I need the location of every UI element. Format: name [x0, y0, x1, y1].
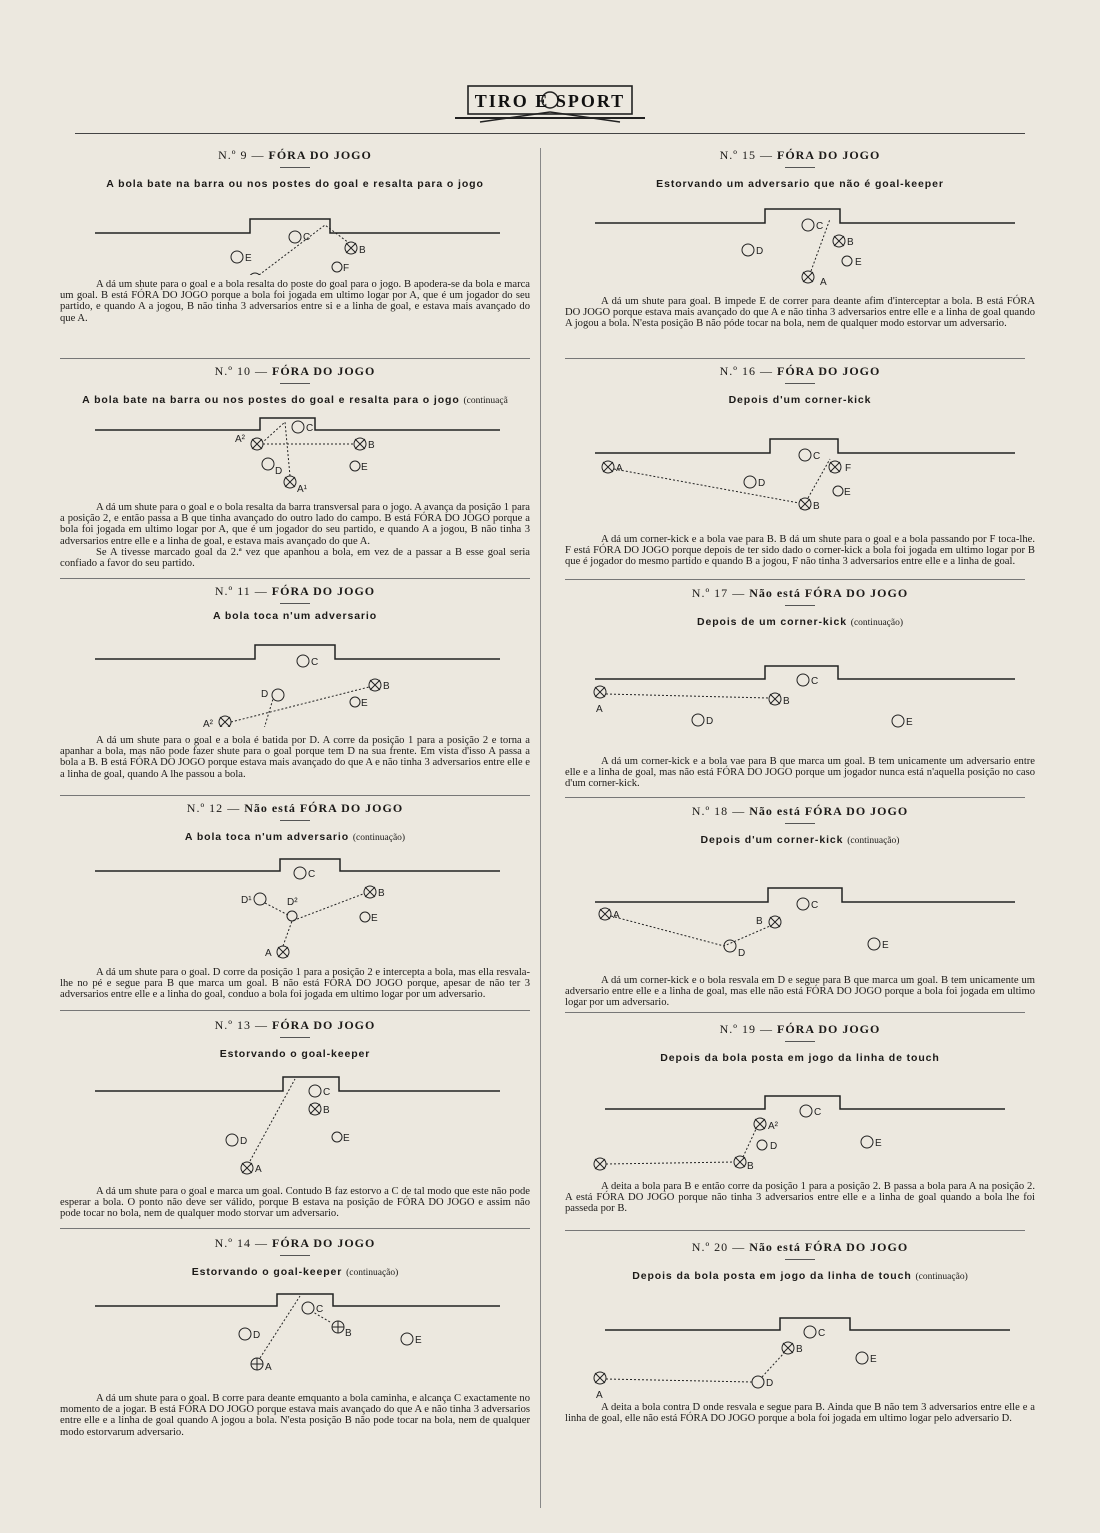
- section-13: N.º 13 — FÓRA DO JOGO Estorvando o goal-keeper C B D E A A dá um shute para o goal e marca um goal. Contudo B faz estorvo a C de tal modo que este não pode esperar a bola. O ponto não deve ser válido, porque B estava na posição de FÓRA DO JOGO e assim não pode tocar no bola, nem de qualquer modo storvar um adversario.: [60, 1018, 530, 1220]
- svg-text:C: C: [308, 869, 316, 880]
- svg-text:E: E: [882, 940, 889, 951]
- svg-text:A: A: [616, 463, 623, 474]
- svg-text:D: D: [240, 1136, 248, 1147]
- section-20: N.º 20 — Não está FÓRA DO JOGO Depois da bola posta em jogo da linha de touch (continuação) C B E A D A deita a bola contra D onde resvala e segue para B. Ainda que B não tem 3 adversarios entre elle e a linha de goal, elle não está FÓRA DO JOGO porque a bola foi jogada em ultimo logar pelo adversario D.: [565, 1240, 1035, 1425]
- svg-text:B: B: [747, 1161, 754, 1172]
- section-14: N.º 14 — FÓRA DO JOGO Estorvando o goal-keeper (continuação) C D B E A A dá um shute para o goal. B corre para deante emquanto a bola caminha, e alcança C exactamente no momento de a jogar. B está FÓRA DO JOGO porque estava mais avançado do que A e não tinha 3 adversarios entre elle e a linha de goal quando A jogou a bola. N'esta posição B não pode tocar na bola, nem de qualquer modo estorvarum adversario.: [60, 1236, 530, 1438]
- diagram-15: [580, 195, 1020, 290]
- section-15: N.º 15 — FÓRA DO JOGO Estorvando um adversario que não é goal-keeper C D B E A A dá um shute para goal. B impede E de correr para deante afim d'interceptar a bola. B está FÓRA DO JOGO porque estava mais avançado do que A e não tinha 3 adversarios entre elle e a linha de goal quando A jogou a bola. N'esta posição B não póde tocar na bola, nem de qualquer modo estorvar um adversario.: [565, 148, 1035, 330]
- svg-text:D¹: D¹: [241, 895, 252, 906]
- svg-text:D: D: [738, 948, 746, 959]
- svg-text:E: E: [855, 257, 862, 268]
- section-verdict: FÓRA DO JOGO: [268, 148, 372, 162]
- top-rule: [75, 133, 1025, 134]
- svg-text:A: A: [596, 1390, 603, 1401]
- diagram-13: [85, 1065, 505, 1180]
- diagram-9: [85, 195, 505, 275]
- svg-text:D: D: [253, 1330, 261, 1341]
- diagram-16: [580, 411, 1020, 526]
- svg-text:C: C: [323, 1087, 331, 1098]
- diagram-14: [85, 1284, 505, 1399]
- svg-text:E: E: [343, 1133, 350, 1144]
- svg-text:A: A: [613, 910, 620, 921]
- svg-text:A²: A²: [235, 434, 245, 445]
- svg-text:A²: A²: [203, 719, 213, 727]
- diagram-12: [85, 849, 505, 959]
- section-19: N.º 19 — FÓRA DO JOGO Depois da bola posta em jogo da linha de touch C A² D E B A deita a bola para B e então corre da posição 1 para a posição 2. B passa a bola para A na posição 2. A está FÓRA DO JOGO porque não tinha 3 adversarios entre elle e a linha de goal quando a bola lhe foi passeda por B.: [565, 1022, 1035, 1215]
- svg-text:B: B: [345, 1328, 352, 1339]
- section-12: N.º 12 — Não está FÓRA DO JOGO A bola toca n'um adversario (continuação) C D¹ D² B E A A dá um shute para o goal. D corre da posição 1 para a posição 2 e intercepta a bola, mas ella resvala-lhe no pé e segue para B que marca um goal. B não está FÓRA DO JOGO porque, apesar de não ter 3 adversarios entre elle e a linha do goal, conduo a bola foi jogada em ultimo logar por um adversario.: [60, 801, 530, 1001]
- svg-text:F: F: [845, 463, 852, 474]
- section-16: N.º 16 — FÓRA DO JOGO Depois d'um corner-kick C A F D E B A dá um corner-kick e a bola vae para B. B dá um shute para o goal e a bola passando por F toca-lhe. F está FÓRA DO JOGO porque depois de ter sido dado o corner-kick a bola foi jogada em ultimo logar por B que é jogador do mesmo partido e quando B a jogou, F não tinha 3 adversarios entre elle e a linha de goal.: [565, 364, 1035, 568]
- section-text: A dá um shute para o goal e a bola resalta do poste do goal para o jogo. B apodera-se da bola e marca um goal. B está FÓRA DO JOGO porque a bola foi jogada em ultimo logar por A, que é um jogador do seu partido, e quando A a jogou, B não tinha 3 adversarios entre si e a linha de goal, e estava mais avançado do que A.: [60, 279, 530, 324]
- svg-text:D: D: [261, 689, 269, 700]
- svg-text:D: D: [275, 466, 283, 477]
- section-18: N.º 18 — Não está FÓRA DO JOGO Depois d'um corner-kick (continuação) C A B D E A dá um corner-kick e o bola resvala em D e segue para B que marca um goal. B tem unicamente um adversario entre elle e a linha de goal, mas elle não está FÓRA DO JOGO porque a bola foi jogada em ultimo logar por um adversario.: [565, 804, 1035, 1009]
- svg-text:A: A: [596, 704, 603, 715]
- svg-text:F: F: [343, 263, 350, 274]
- svg-text:B: B: [359, 245, 366, 256]
- section-9: N.º 9 — FÓRA DO JOGO A bola bate na barra ou nos postes do goal e resalta para o jogo C E B F A dá um shute para o goal e a bola resalta do poste do goal para o jogo. B apodera-se da bola e marca um goal. B está FÓRA DO JOGO porque a bola foi jogada em ultimo logar por A, que é um jogador do seu partido, e quando A a jogou, B não tinha 3 adversarios entre si e a linha de goal, e estava mais avançado do que A.: [60, 148, 530, 324]
- svg-text:B: B: [783, 696, 790, 707]
- svg-text:E: E: [245, 253, 252, 264]
- diagram-19: [580, 1069, 1020, 1179]
- svg-text:E: E: [361, 462, 368, 473]
- svg-text:E: E: [371, 913, 378, 924]
- svg-text:D: D: [758, 478, 766, 489]
- section-10: N.º 10 — FÓRA DO JOGO A bola bate na barra ou nos postes do goal e resalta para o jogo (continuaçã C A² B D E A¹ A dá um shute para o goal e o bola resalta da barra transversal para o jogo. A avança da posição 1 para a posição 2, e então passa a B que tinha avançado do outro lado do campo. B está FÓRA DO JOGO porque a bola foi jogada em ultimo logar por A, que é um jogador do seu partido, e quando A a jogou, B não tinha 3 adversarios entre elle e a linha de goal, e estava mais avançado do que A. Se A tivesse marcado goal da 2.ª vez que apanhou a bola, em vez de a passar a B esse goal seria confiado a favor do seu partido.: [60, 364, 530, 570]
- svg-text:B: B: [383, 681, 390, 692]
- diagram-11: [85, 627, 505, 727]
- svg-text:B: B: [756, 916, 763, 927]
- svg-text:E: E: [415, 1335, 422, 1346]
- svg-text:C: C: [303, 232, 311, 243]
- svg-text:B: B: [323, 1105, 330, 1116]
- svg-text:C: C: [311, 657, 319, 668]
- svg-text:C: C: [316, 1304, 324, 1315]
- svg-text:B: B: [847, 237, 854, 248]
- svg-text:D²: D²: [287, 897, 298, 908]
- svg-text:D: D: [706, 716, 714, 727]
- section-11: N.º 11 — FÓRA DO JOGO A bola toca n'um adversario C D B E A² A dá um shute para o goal e a bola é batida por D. A corre da posição 1 para a posição 2 e torna a apanhar a bola, mas não pode fazer shute para o goal porque tem D na sua frente. Em vista d'isso A passa a bola a B. B está FÓRA DO JOGO porque estava mais avançado do que A e não tinha 3 adversarios entre elle e a linha de goal, quando A lhe passou a bola.: [60, 584, 530, 780]
- svg-text:C: C: [306, 423, 314, 434]
- svg-text:E: E: [875, 1138, 882, 1149]
- svg-text:E: E: [844, 487, 851, 498]
- section-number: N.º 9: [218, 148, 248, 162]
- svg-text:D: D: [770, 1141, 778, 1152]
- svg-text:A: A: [265, 948, 272, 959]
- svg-text:D: D: [756, 246, 764, 257]
- svg-text:E: E: [361, 698, 368, 709]
- diagram-20: [580, 1288, 1020, 1408]
- svg-text:A: A: [820, 277, 827, 288]
- svg-text:C: C: [811, 900, 819, 911]
- masthead-text: TIRO E SPORT: [474, 91, 626, 111]
- svg-text:B: B: [796, 1344, 803, 1355]
- svg-text:C: C: [814, 1107, 822, 1118]
- svg-text:C: C: [811, 676, 819, 687]
- svg-text:B: B: [368, 440, 375, 451]
- svg-text:A²: A²: [768, 1121, 778, 1132]
- svg-text:C: C: [816, 221, 824, 232]
- svg-text:B: B: [813, 501, 820, 512]
- svg-text:E: E: [870, 1354, 877, 1365]
- section-17: N.º 17 — Não está FÓRA DO JOGO Depois de um corner-kick (continuação) C A B D E A dá um corner-kick e a bola vae para B que marca um goal. B tem unicamente um adversario entre elle e a linha de goal, mas não está FÓRA DO JOGO porque um jogador nunca está n'aquella posição no caso d'um corner-kick.: [565, 586, 1035, 790]
- diagram-10: [85, 412, 505, 492]
- svg-text:B: B: [378, 888, 385, 899]
- svg-text:D: D: [766, 1378, 774, 1389]
- diagram-18: [580, 852, 1020, 967]
- svg-text:A: A: [265, 1362, 272, 1373]
- masthead-logo: [450, 78, 650, 126]
- diagram-17: [580, 634, 1020, 744]
- svg-text:A¹: A¹: [297, 484, 307, 492]
- svg-text:C: C: [818, 1328, 826, 1339]
- section-subtitle: A bola bate na barra ou nos postes do goal e resalta para o jogo: [82, 394, 460, 406]
- column-divider: [540, 148, 541, 1508]
- section-subtitle: A bola bate na barra ou nos postes do goal e resalta para o jogo: [106, 178, 484, 190]
- svg-text:E: E: [906, 717, 913, 728]
- svg-text:A: A: [255, 1164, 262, 1175]
- svg-text:C: C: [813, 451, 821, 462]
